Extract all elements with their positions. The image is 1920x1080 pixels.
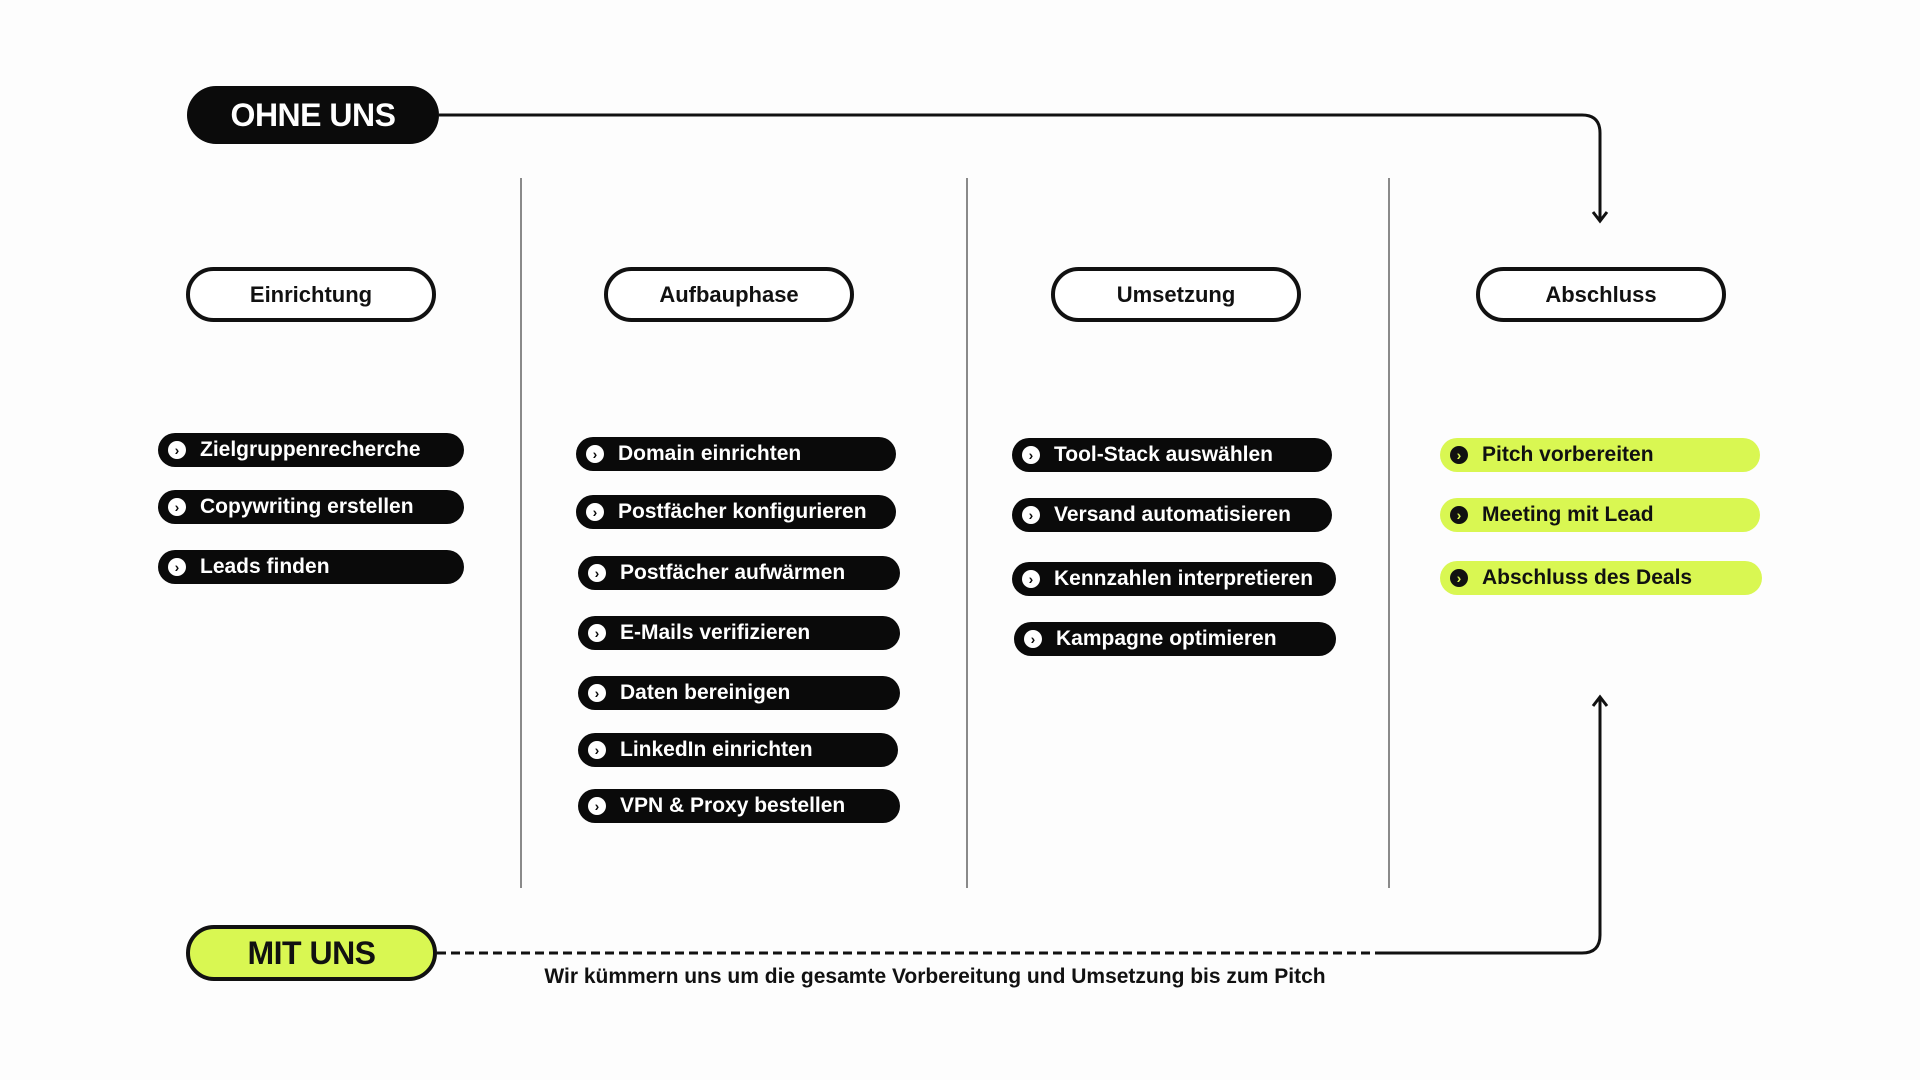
- bottom-flow-arrowhead: [1593, 697, 1607, 706]
- step-item: [1012, 562, 1336, 596]
- step-item: [1440, 498, 1760, 532]
- chevron-circle-right-icon: ›: [168, 441, 186, 459]
- step-label: E-Mails verifizieren: [620, 621, 811, 644]
- column-header-einrichtung: Einrichtung: [186, 267, 436, 322]
- step-item: [578, 616, 900, 650]
- step-label: Leads finden: [200, 555, 330, 578]
- top-flow-arrowhead: [1593, 212, 1607, 221]
- chevron-circle-right-icon: ›: [1450, 506, 1468, 524]
- chevron-circle-right-icon: ›: [588, 797, 606, 815]
- step-item: [578, 789, 900, 823]
- step-item: [576, 495, 896, 529]
- step-item: [1012, 498, 1332, 532]
- chevron-circle-right-icon: ›: [1450, 569, 1468, 587]
- chevron-circle-right-icon: ›: [1022, 506, 1040, 524]
- step-label: Meeting mit Lead: [1482, 503, 1654, 526]
- step-label: LinkedIn einrichten: [620, 738, 813, 761]
- step-label: Zielgruppenrecherche: [200, 438, 421, 461]
- step-label: Versand automatisieren: [1054, 503, 1291, 526]
- bottom-flow-line: [1383, 698, 1600, 953]
- step-label: Daten bereinigen: [620, 681, 791, 704]
- chevron-circle-right-icon: ›: [1024, 630, 1042, 648]
- step-item: [1440, 438, 1760, 472]
- step-label: Kampagne optimieren: [1056, 627, 1277, 650]
- step-item: [578, 733, 898, 767]
- step-item: [578, 556, 900, 590]
- chevron-circle-right-icon: ›: [1022, 570, 1040, 588]
- chevron-circle-right-icon: ›: [588, 624, 606, 642]
- chevron-circle-right-icon: ›: [586, 503, 604, 521]
- step-item: [158, 490, 464, 524]
- mit-uns-banner: MIT UNS: [186, 925, 437, 981]
- step-label: Copywriting erstellen: [200, 495, 414, 518]
- step-item: [1440, 561, 1762, 595]
- ohne-uns-banner: OHNE UNS: [187, 86, 439, 144]
- chevron-circle-right-icon: ›: [1022, 446, 1040, 464]
- step-label: Domain einrichten: [618, 442, 802, 465]
- column-header-abschluss: Abschluss: [1476, 267, 1726, 322]
- step-label: Tool-Stack auswählen: [1054, 443, 1273, 466]
- step-label: VPN & Proxy bestellen: [620, 794, 846, 817]
- chevron-circle-right-icon: ›: [588, 741, 606, 759]
- chevron-circle-right-icon: ›: [1450, 446, 1468, 464]
- step-label: Postfächer aufwärmen: [620, 561, 846, 584]
- step-item: [1012, 438, 1332, 472]
- top-flow-line: [439, 115, 1600, 220]
- chevron-circle-right-icon: ›: [588, 564, 606, 582]
- step-item: [158, 550, 464, 584]
- step-item: [578, 676, 900, 710]
- chevron-circle-right-icon: ›: [586, 445, 604, 463]
- step-label: Pitch vorbereiten: [1482, 443, 1654, 466]
- step-item: [158, 433, 464, 467]
- column-header-aufbauphase: Aufbauphase: [604, 267, 854, 322]
- column-divider: [520, 178, 522, 888]
- step-item: [1014, 622, 1336, 656]
- mit-uns-caption: Wir kümmern uns um die gesamte Vorbereitung und Umsetzung bis zum Pitch: [544, 965, 1326, 988]
- column-divider: [1388, 178, 1390, 888]
- chevron-circle-right-icon: ›: [168, 498, 186, 516]
- chevron-circle-right-icon: ›: [168, 558, 186, 576]
- step-item: [576, 437, 896, 471]
- step-label: Abschluss des Deals: [1482, 566, 1693, 589]
- column-divider: [966, 178, 968, 888]
- step-label: Postfächer konfigurieren: [618, 500, 867, 523]
- step-label: Kennzahlen interpretieren: [1054, 567, 1314, 590]
- column-header-umsetzung: Umsetzung: [1051, 267, 1301, 322]
- chevron-circle-right-icon: ›: [588, 684, 606, 702]
